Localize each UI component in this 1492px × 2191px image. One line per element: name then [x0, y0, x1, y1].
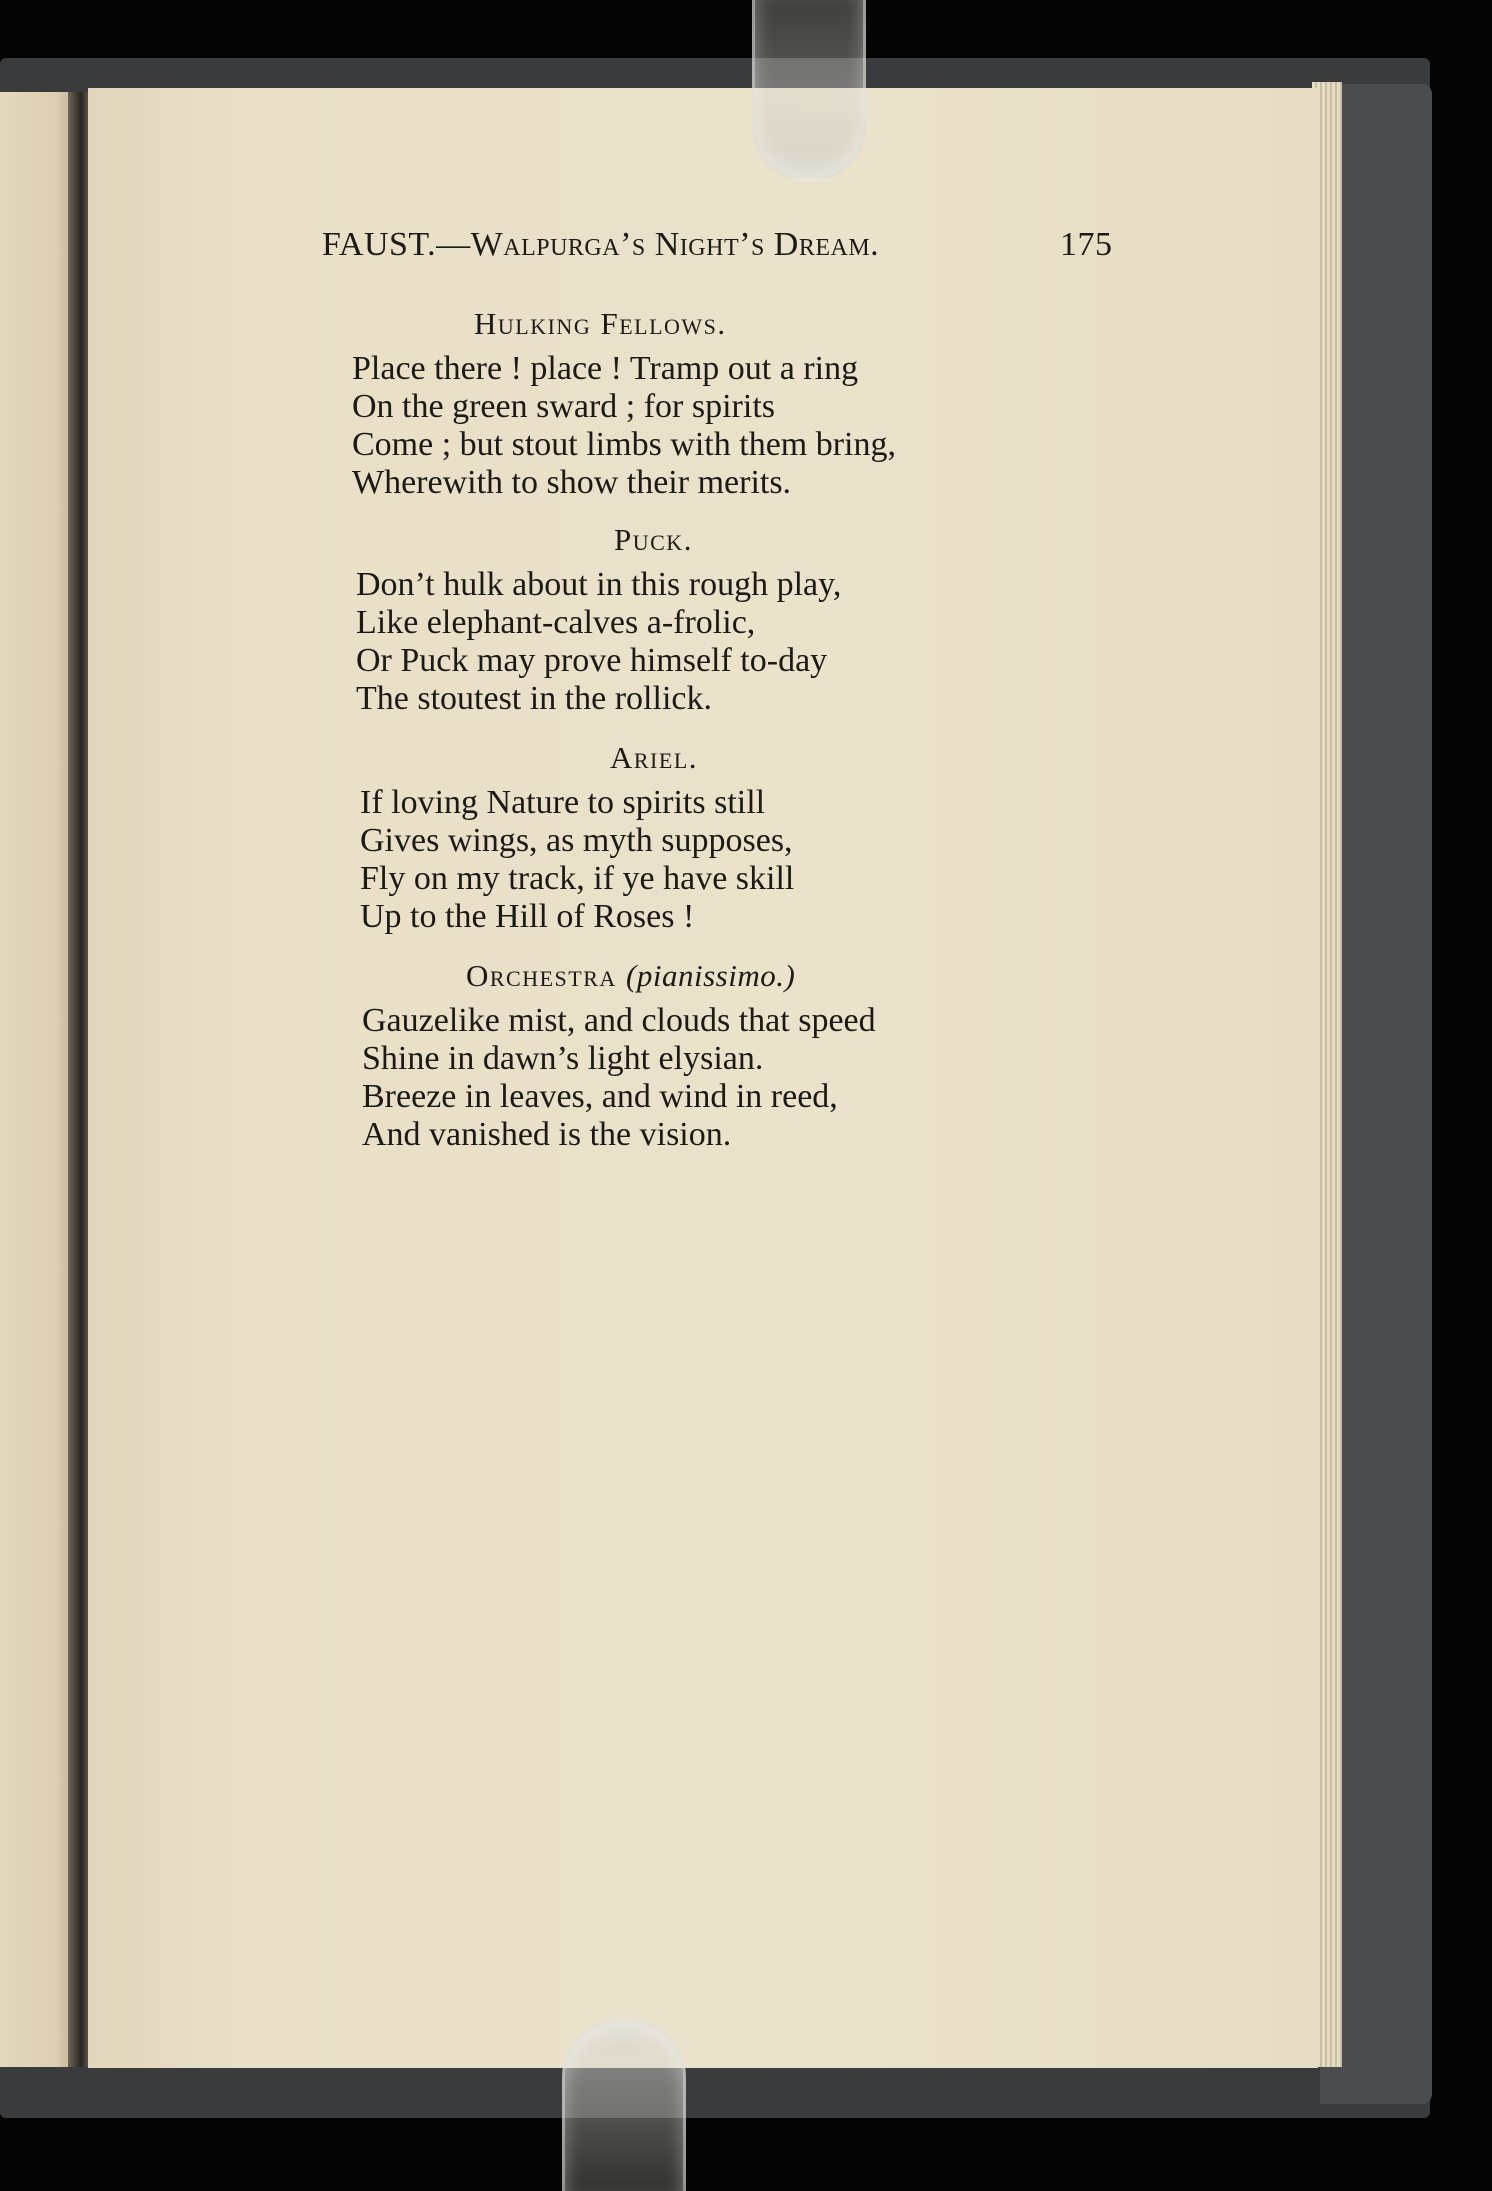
- verse-line: Shine in dawn’s light elysian.: [362, 1040, 764, 1077]
- speaker-name: Hulking Fellows.: [474, 306, 727, 341]
- verse-line: Come ; but stout limbs with them bring,: [352, 426, 896, 463]
- speaker-heading: [614, 522, 693, 558]
- verse-line: Wherewith to show their merits.: [352, 464, 792, 501]
- verse-line: Gauzelike mist, and clouds that speed: [362, 1002, 876, 1039]
- page-clip-top: [752, 0, 866, 181]
- verse-line: Gives wings, as myth supposes,: [360, 822, 793, 859]
- verse-line: If loving Nature to spirits still: [360, 784, 766, 821]
- stage-direction: (pianissimo.): [626, 958, 796, 993]
- verse-line: Place there ! place ! Tramp out a ring: [352, 350, 859, 387]
- verse-line: And vanished is the vision.: [362, 1116, 732, 1153]
- running-head: [322, 226, 1122, 264]
- verse-line: Or Puck may prove himself to-day: [356, 642, 828, 679]
- verse-line: On the green sward ; for spirits: [352, 388, 776, 425]
- verse-line: Up to the Hill of Roses !: [360, 898, 695, 935]
- speaker-heading: [610, 740, 698, 776]
- speaker-name: Orchestra: [466, 958, 617, 993]
- verse-stanza: [362, 1002, 876, 1154]
- verse-line: Fly on my track, if ye have skill: [360, 860, 795, 897]
- verse-stanza: [360, 784, 794, 936]
- speaker-name: Puck.: [614, 522, 693, 557]
- speaker-heading: [474, 306, 727, 342]
- verse-stanza: [352, 350, 896, 502]
- verse-line: The stoutest in the rollick.: [356, 680, 712, 717]
- verse-line: Like elephant-calves a-frolic,: [356, 604, 756, 641]
- verse-line: Don’t hulk about in this rough play,: [356, 566, 842, 603]
- verse-stanza: [356, 566, 841, 718]
- speaker-heading: [466, 958, 795, 994]
- page-number: 175: [1060, 226, 1113, 263]
- running-head-title: FAUST.—Walpurga’s Night’s Dream.: [322, 226, 880, 263]
- speaker-name: Ariel.: [610, 740, 699, 775]
- page-clip-bottom: [562, 2018, 686, 2191]
- verse-line: Breeze in leaves, and wind in reed,: [362, 1078, 838, 1115]
